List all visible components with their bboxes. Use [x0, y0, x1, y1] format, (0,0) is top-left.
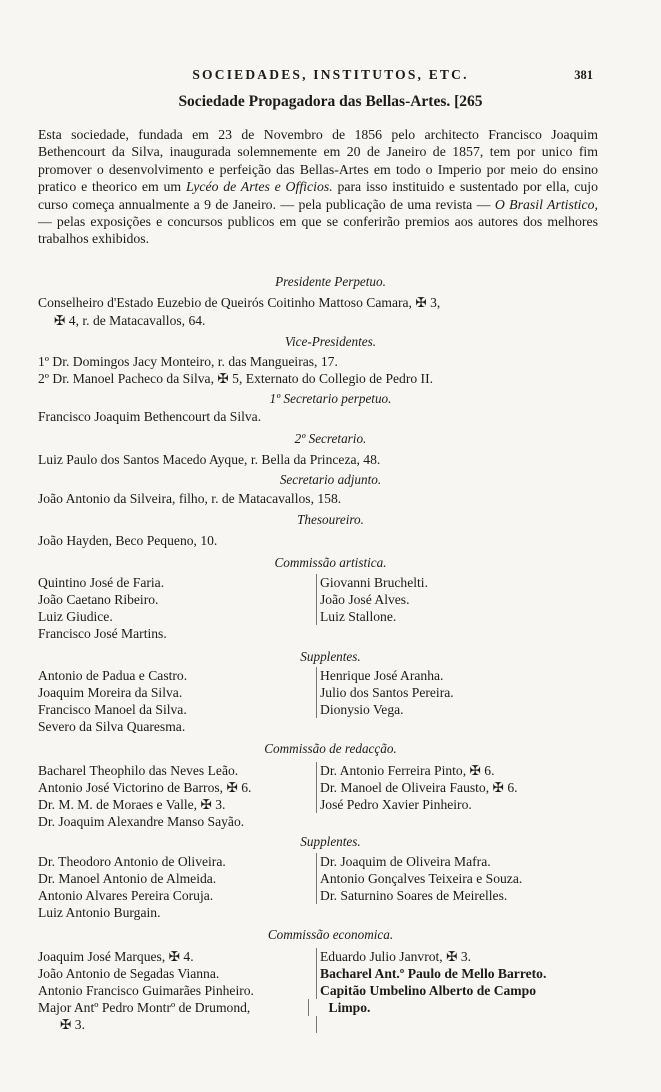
list-item: Henrique José Aranha.: [316, 667, 598, 684]
list-row: [38, 1016, 598, 1033]
list-item: Antonio Francisco Guimarães Pinheiro.: [38, 983, 254, 998]
list-row: [38, 813, 598, 830]
list-item: Francisco Manoel da Silva.: [38, 702, 187, 717]
list-item: Eduardo Julio Janvrot, ✠ 3.: [316, 948, 598, 965]
vice-line-2: 2º Dr. Manoel Pacheco da Silva, ✠ 5, Externato do Collegio de Pedro II.: [38, 371, 434, 386]
list-row: [38, 574, 598, 591]
list-row: [38, 667, 598, 684]
intro-italic-1: Lycéo de Artes e Officios.: [185, 179, 333, 195]
list-item: [317, 718, 599, 735]
economica-list: [38, 948, 598, 1033]
list-item: Bacharel Ant.º Paulo de Mello Barreto.: [316, 965, 598, 982]
list-item: Joaquim Moreira da Silva.: [38, 685, 183, 700]
vice-line-1: 1º Dr. Domingos Jacy Monteiro, r. das Mangueiras, 17.: [38, 354, 338, 369]
list-item: ✠ 3.: [60, 1017, 85, 1032]
list-item: [316, 1016, 598, 1033]
presidente-line-2: ✠ 4, r. de Matacavallos, 64.: [54, 313, 206, 328]
list-item: [317, 813, 599, 830]
artistica-list: [38, 574, 598, 642]
list-row: [38, 887, 598, 904]
list-row: [38, 718, 598, 735]
list-row: [38, 965, 598, 982]
heading-presidente: Presidente Perpetuo.: [275, 274, 386, 289]
list-item: Limpo.: [308, 999, 599, 1016]
list-row: [38, 948, 598, 965]
section-title: SOCIEDADES, INSTITUTOS, ETC.: [192, 67, 469, 82]
heading-commissao-artistica: Commissão artistica.: [274, 555, 387, 570]
list-item: João José Alves.: [316, 591, 598, 608]
list-row: [38, 796, 598, 813]
list-item: Dionysio Vega.: [316, 701, 598, 718]
list-item: Giovanni Bruchelti.: [316, 574, 598, 591]
list-row: [38, 982, 598, 999]
list-item: Antonio José Victorino de Barros, ✠ 6.: [38, 780, 252, 795]
list-row: [38, 870, 598, 887]
heading-vice-presidentes: Vice-Presidentes.: [284, 334, 377, 349]
list-item: Dr. Theodoro Antonio de Oliveira.: [38, 854, 226, 869]
list-row: [38, 853, 598, 870]
list-row: [38, 701, 598, 718]
list-item: Dr. Antonio Ferreira Pinto, ✠ 6.: [316, 762, 598, 779]
list-item: João Antonio de Segadas Vianna.: [38, 966, 220, 981]
intro-italic-2: O Brasil Artistico,: [494, 196, 598, 212]
list-item: Dr. Manoel Antonio de Almeida.: [38, 871, 217, 886]
supplentes-2-list: [38, 853, 598, 921]
list-item: Julio dos Santos Pereira.: [316, 684, 598, 701]
list-row: [38, 999, 598, 1016]
secretario-adjunto-line: João Antonio da Silveira, filho, r. de Matacavallos, 158.: [38, 491, 342, 506]
heading-supplentes-1: Supplentes.: [300, 649, 361, 664]
supplentes-1-list: [38, 667, 598, 735]
heading-commissao-redaccao: Commissão de redacção.: [264, 741, 397, 756]
list-item: Dr. Joaquim de Oliveira Mafra.: [316, 853, 598, 870]
list-item: Antonio Alvares Pereira Coruja.: [38, 888, 214, 903]
list-item: Luiz Giudice.: [38, 609, 113, 624]
list-row: [38, 779, 598, 796]
list-row: [38, 762, 598, 779]
list-item: José Pedro Xavier Pinheiro.: [316, 796, 598, 813]
list-item: João Caetano Ribeiro.: [38, 592, 159, 607]
list-item: Quintino José de Faria.: [38, 575, 165, 590]
heading-commissao-economica: Commissão economica.: [267, 927, 394, 942]
list-item: Francisco José Martins.: [38, 626, 167, 641]
list-item: Luiz Stallone.: [316, 608, 598, 625]
list-item: [317, 625, 599, 642]
list-item: Major Antº Pedro Montrº de Drumond,: [38, 1000, 251, 1015]
heading-segundo-secretario: 2º Secretario.: [294, 431, 367, 446]
list-item: Joaquim José Marques, ✠ 4.: [38, 949, 194, 964]
list-item: Luiz Antonio Burgain.: [38, 905, 161, 920]
heading-supplentes-2: Supplentes.: [300, 834, 361, 849]
heading-secretario-adjunto: Secretario adjunto.: [279, 472, 382, 487]
thesoureiro-line: João Hayden, Beco Pequeno, 10.: [38, 533, 218, 548]
list-row: [38, 625, 598, 642]
heading-secretario-perpetuo: 1º Secretario perpetuo.: [269, 391, 392, 406]
intro-paragraph: [38, 126, 598, 248]
list-row: [38, 904, 598, 921]
intro-text-1: Esta sociedade, fundada em 23 de Novembro de 1856 pelo architecto Francisco Joaquim Bethencourt da Silva, inaugurada solemnemente em 20 de Janeiro de 1857, tem por unico fim promover o desenvolvimento e perfeição das Bellas-Artes em todo o Imperio por meio do ensino pratico e theorico em um: [38, 127, 598, 195]
list-item: Dr. Saturnino Soares de Meirelles.: [316, 887, 598, 904]
intro-text-3: — pelas exposições e concursos publicos em que se conferirão premios aos autores dos melhores trabalhos exhibidos.: [38, 214, 598, 247]
list-item: Antonio de Padua e Castro.: [38, 668, 188, 683]
list-item: Dr. M. M. de Moraes e Valle, ✠ 3.: [38, 797, 226, 812]
society-title: Sociedade Propagadora das Bellas-Artes. [265: [178, 93, 483, 110]
list-item: [317, 904, 599, 921]
secretario-perpetuo-line: Francisco Joaquim Bethencourt da Silva.: [38, 409, 262, 424]
list-row: [38, 608, 598, 625]
running-header: [0, 66, 661, 86]
presidente-line-1: Conselheiro d'Estado Euzebio de Queirós Coitinho Mattoso Camara, ✠ 3,: [38, 295, 441, 310]
list-item: Dr. Manoel de Oliveira Fausto, ✠ 6.: [316, 779, 598, 796]
list-item: Antonio Gonçalves Teixeira e Souza.: [316, 870, 598, 887]
intro-text-2: para isso instituido e sustentado por ella, cujo curso começa annualmente a 9 de Janeiro. — pela publicação de uma revista —: [38, 179, 598, 212]
list-item: Bacharel Theophilo das Neves Leão.: [38, 763, 239, 778]
page-number: 381: [574, 68, 593, 82]
list-item: Severo da Silva Quaresma.: [38, 719, 186, 734]
redaccao-list: [38, 762, 598, 830]
segundo-secretario-line: Luiz Paulo dos Santos Macedo Ayque, r. Bella da Princeza, 48.: [38, 452, 381, 467]
list-item: Dr. Joaquim Alexandre Manso Sayão.: [38, 814, 245, 829]
list-row: [38, 591, 598, 608]
list-row: [38, 684, 598, 701]
heading-thesoureiro: Thesoureiro.: [297, 512, 364, 527]
list-item: Capitão Umbelino Alberto de Campo: [316, 982, 598, 999]
